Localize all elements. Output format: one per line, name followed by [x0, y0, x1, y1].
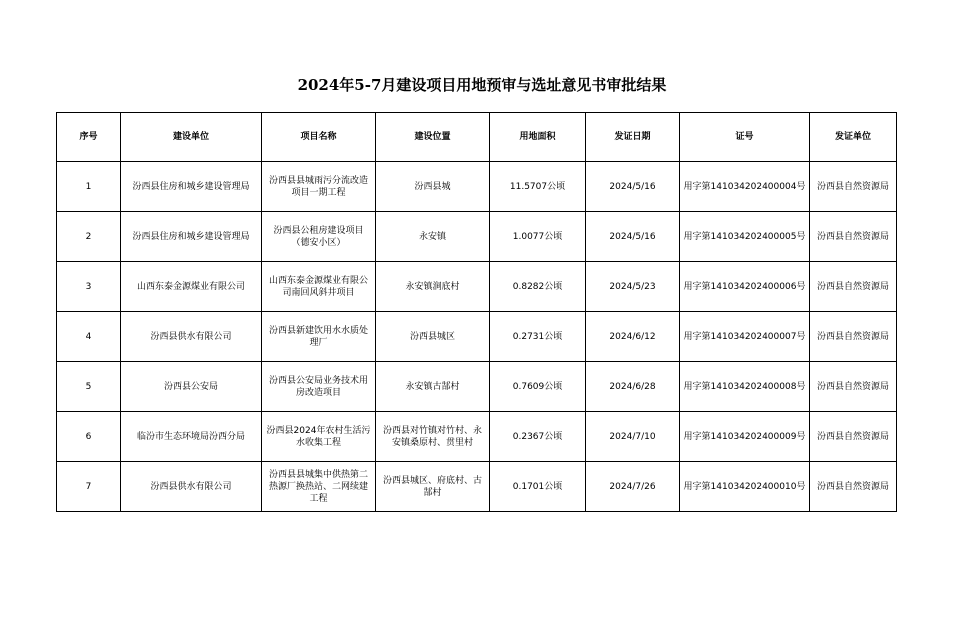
- cell-area: 0.8282公顷: [490, 262, 586, 312]
- cell-issuer: 汾西县自然资源局: [810, 312, 897, 362]
- cell-project: 汾西县新建饮用水水质处理厂: [262, 312, 376, 362]
- cell-project: 山西东泰金源煤业有限公司南回风斜井项目: [262, 262, 376, 312]
- cell-issuer: 汾西县自然资源局: [810, 162, 897, 212]
- cell-date: 2024/6/28: [586, 362, 680, 412]
- table-row: [57, 162, 897, 212]
- cell-cert: 用字第141034202400010号: [680, 462, 810, 512]
- cell-location: 汾西县城区、府底村、古郜村: [376, 462, 490, 512]
- column-header-issuer: 发证单位: [810, 113, 897, 162]
- cell-issuer: 汾西县自然资源局: [810, 412, 897, 462]
- cell-no: 7: [57, 462, 121, 512]
- cell-cert: 用字第141034202400008号: [680, 362, 810, 412]
- cell-no: 3: [57, 262, 121, 312]
- column-header-cert: 证号: [680, 113, 810, 162]
- table-row: [57, 412, 897, 462]
- cell-project: 汾西县公租房建设项目（德安小区）: [262, 212, 376, 262]
- cell-no: 1: [57, 162, 121, 212]
- cell-issuer: 汾西县自然资源局: [810, 462, 897, 512]
- column-header-no: 序号: [57, 113, 121, 162]
- cell-unit: 汾西县公安局: [121, 362, 262, 412]
- cell-area: 0.2367公顷: [490, 412, 586, 462]
- cell-unit: 汾西县供水有限公司: [121, 312, 262, 362]
- table-row: [57, 262, 897, 312]
- column-header-project: 项目名称: [262, 113, 376, 162]
- cell-location: 汾西县城: [376, 162, 490, 212]
- cell-cert: 用字第141034202400006号: [680, 262, 810, 312]
- cell-location: 永安镇古郜村: [376, 362, 490, 412]
- table-row: [57, 362, 897, 412]
- cell-date: 2024/6/12: [586, 312, 680, 362]
- column-header-unit: 建设单位: [121, 113, 262, 162]
- cell-date: 2024/5/16: [586, 162, 680, 212]
- cell-unit: 汾西县住房和城乡建设管理局: [121, 212, 262, 262]
- page-title: 2024年5-7月建设项目用地预审与选址意见书审批结果: [297, 76, 667, 94]
- cell-date: 2024/7/26: [586, 462, 680, 512]
- cell-area: 0.1701公顷: [490, 462, 586, 512]
- cell-no: 5: [57, 362, 121, 412]
- cell-date: 2024/5/23: [586, 262, 680, 312]
- cell-issuer: 汾西县自然资源局: [810, 362, 897, 412]
- cell-location: 永安镇涧底村: [376, 262, 490, 312]
- column-header-location: 建设位置: [376, 113, 490, 162]
- table-row: [57, 312, 897, 362]
- cell-no: 2: [57, 212, 121, 262]
- cell-no: 4: [57, 312, 121, 362]
- cell-cert: 用字第141034202400004号: [680, 162, 810, 212]
- cell-no: 6: [57, 412, 121, 462]
- cell-unit: 汾西县住房和城乡建设管理局: [121, 162, 262, 212]
- cell-area: 0.7609公顷: [490, 362, 586, 412]
- cell-project: 汾西县2024年农村生活污水收集工程: [262, 412, 376, 462]
- cell-area: 0.2731公顷: [490, 312, 586, 362]
- cell-project: 汾西县公安局业务技术用房改造项目: [262, 362, 376, 412]
- cell-location: 汾西县城区: [376, 312, 490, 362]
- table-row: [57, 212, 897, 262]
- cell-cert: 用字第141034202400009号: [680, 412, 810, 462]
- cell-project: 汾西县县城集中供热第二热源厂换热站、二网续建工程: [262, 462, 376, 512]
- cell-area: 11.5707公顷: [490, 162, 586, 212]
- cell-location: 永安镇: [376, 212, 490, 262]
- cell-location: 汾西县对竹镇对竹村、永安镇桑原村、贯里村: [376, 412, 490, 462]
- cell-unit: 临汾市生态环境局汾西分局: [121, 412, 262, 462]
- cell-issuer: 汾西县自然资源局: [810, 262, 897, 312]
- cell-cert: 用字第141034202400007号: [680, 312, 810, 362]
- column-header-area: 用地面积: [490, 113, 586, 162]
- cell-date: 2024/5/16: [586, 212, 680, 262]
- results-table: [56, 112, 897, 512]
- cell-area: 1.0077公顷: [490, 212, 586, 262]
- column-header-date: 发证日期: [586, 113, 680, 162]
- cell-unit: 山西东泰金源煤业有限公司: [121, 262, 262, 312]
- table-row: [57, 462, 897, 512]
- cell-unit: 汾西县供水有限公司: [121, 462, 262, 512]
- cell-issuer: 汾西县自然资源局: [810, 212, 897, 262]
- cell-cert: 用字第141034202400005号: [680, 212, 810, 262]
- cell-project: 汾西县县城雨污分流改造项目一期工程: [262, 162, 376, 212]
- cell-date: 2024/7/10: [586, 412, 680, 462]
- header-row: [57, 113, 897, 162]
